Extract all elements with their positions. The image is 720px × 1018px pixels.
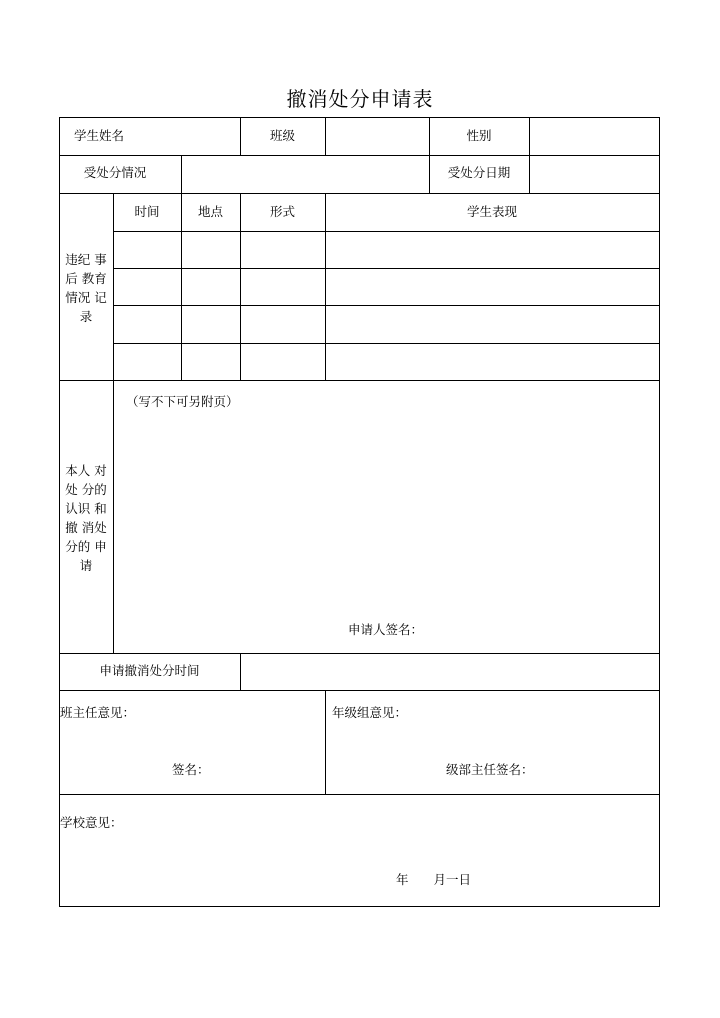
gender-label: 性别 bbox=[466, 128, 492, 143]
row-line bbox=[113, 268, 660, 269]
applicant-sign-label: 申请人签名： bbox=[348, 622, 424, 637]
application-form-table bbox=[59, 117, 660, 907]
col-line bbox=[181, 155, 182, 193]
header-time: 时间 bbox=[134, 204, 160, 219]
student-name-label: 学生姓名 bbox=[73, 128, 124, 143]
col-line bbox=[529, 117, 530, 193]
school-opinion-label: 学校意见： bbox=[60, 815, 123, 830]
row-line bbox=[59, 155, 660, 156]
col-line bbox=[325, 117, 326, 155]
punishment-date-label: 受处分日期 bbox=[447, 165, 511, 180]
border-top bbox=[59, 117, 660, 118]
border-bottom bbox=[59, 906, 660, 907]
statement-side-label: 本人 对处 分的认识 和撤 消处分的 申请 bbox=[65, 463, 107, 573]
record-side-label: 违纪 事后 教育情况 记录 bbox=[65, 252, 107, 324]
col-line bbox=[325, 690, 326, 794]
row-line bbox=[59, 653, 660, 654]
header-place: 地点 bbox=[197, 204, 223, 219]
punishment-situation-label: 受处分情况 bbox=[83, 165, 147, 180]
class-label: 班级 bbox=[269, 128, 295, 143]
grade-opinion-label: 年级组意见： bbox=[332, 705, 408, 720]
border-right bbox=[659, 117, 660, 907]
form-title: 撤消处分申请表 bbox=[286, 87, 434, 111]
header-performance: 学生表现 bbox=[466, 204, 517, 219]
row-line bbox=[113, 305, 660, 306]
attach-note: （写不下可另附页） bbox=[126, 394, 239, 409]
row-line bbox=[59, 690, 660, 691]
grade-director-sign-label: 级部主任签名： bbox=[446, 762, 534, 777]
row-line bbox=[113, 343, 660, 344]
apply-time-label: 申请撤消处分时间 bbox=[99, 663, 200, 678]
col-line bbox=[240, 653, 241, 690]
header-form: 形式 bbox=[269, 204, 295, 219]
teacher-opinion-label: 班主任意见： bbox=[60, 705, 136, 720]
school-date-label: 年 月一日 bbox=[396, 872, 472, 887]
row-line bbox=[59, 193, 660, 194]
row-line bbox=[59, 794, 660, 795]
row-line bbox=[113, 231, 660, 232]
border-left bbox=[59, 117, 60, 907]
row-line bbox=[59, 380, 660, 381]
teacher-sign-label: 签名： bbox=[172, 762, 210, 777]
col-line bbox=[113, 193, 114, 653]
